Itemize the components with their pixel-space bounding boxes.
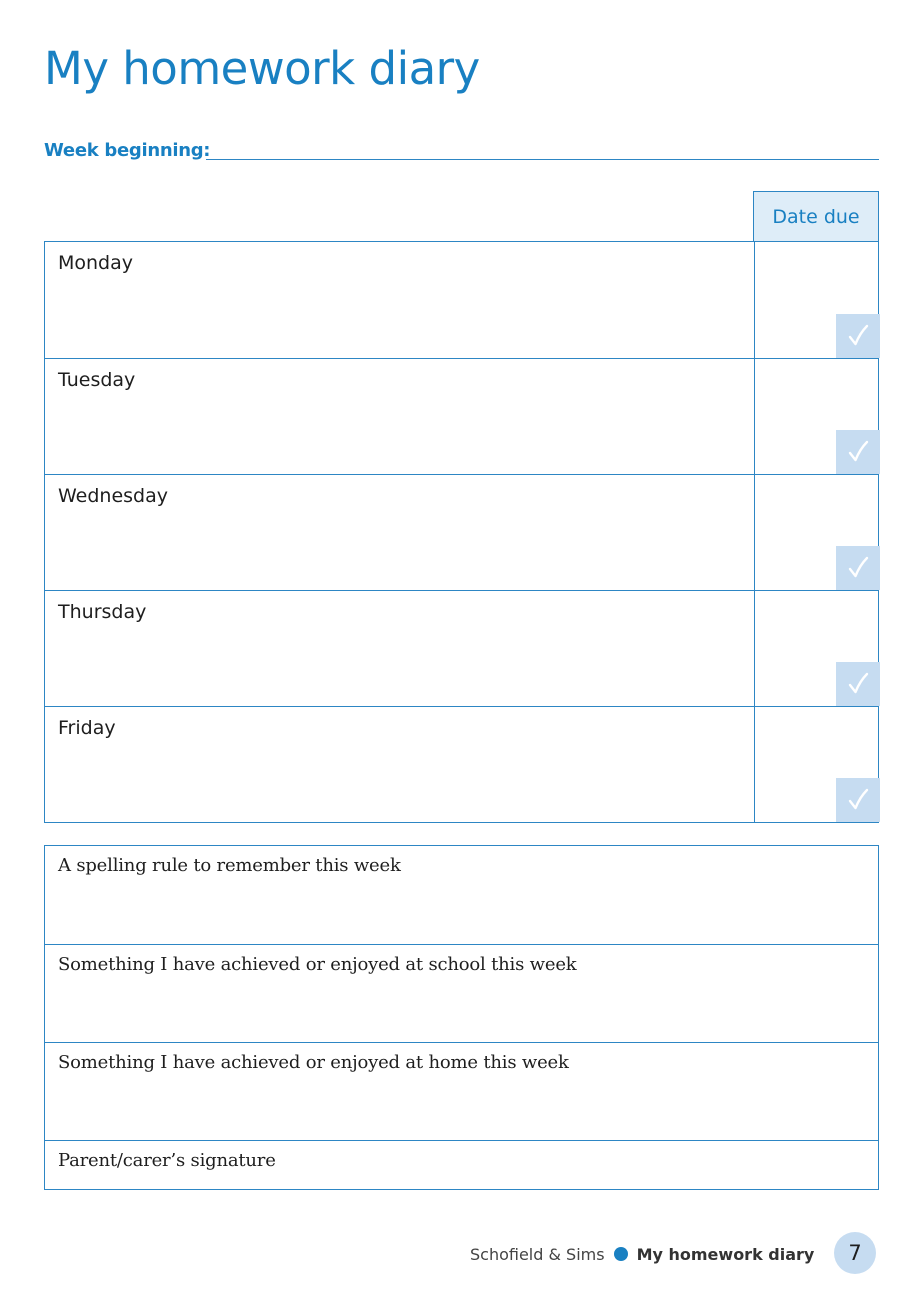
note-label: Parent/carer’s signature bbox=[58, 1150, 276, 1171]
note-row[interactable] bbox=[45, 846, 878, 944]
completed-checkbox[interactable] bbox=[836, 430, 880, 474]
day-label: Thursday bbox=[58, 601, 147, 623]
tick-icon bbox=[845, 671, 871, 697]
day-label: Monday bbox=[58, 252, 134, 274]
day-row bbox=[45, 474, 878, 590]
tick-icon bbox=[845, 323, 871, 349]
day-row bbox=[45, 242, 878, 358]
footer-publisher: Schofield & Sims bbox=[470, 1244, 605, 1264]
date-due-cell[interactable] bbox=[754, 359, 880, 474]
homework-days-table bbox=[44, 191, 879, 821]
page-title: My homework diary bbox=[44, 42, 480, 95]
completed-checkbox[interactable] bbox=[836, 778, 880, 822]
tick-icon bbox=[845, 555, 871, 581]
day-row bbox=[45, 590, 878, 706]
day-row bbox=[45, 706, 878, 822]
note-row[interactable] bbox=[45, 944, 878, 1042]
footer bbox=[470, 1243, 814, 1265]
days-list bbox=[44, 241, 879, 823]
day-label: Friday bbox=[58, 717, 116, 739]
page-number: 7 bbox=[834, 1232, 876, 1274]
bullet-dot-icon bbox=[614, 1247, 628, 1261]
date-due-header: Date due bbox=[753, 191, 879, 242]
week-beginning-field[interactable] bbox=[206, 159, 879, 160]
weekly-notes-table bbox=[44, 845, 879, 1190]
date-due-cell[interactable] bbox=[754, 591, 880, 706]
date-due-cell[interactable] bbox=[754, 242, 880, 358]
note-label: Something I have achieved or enjoyed at school this week bbox=[58, 954, 577, 975]
note-label: A spelling rule to remember this week bbox=[58, 855, 401, 876]
tick-icon bbox=[845, 439, 871, 465]
note-row[interactable] bbox=[45, 1140, 878, 1189]
week-beginning-label: Week beginning: bbox=[44, 140, 211, 161]
footer-book-title: My homework diary bbox=[636, 1244, 815, 1264]
completed-checkbox[interactable] bbox=[836, 546, 880, 590]
date-due-cell[interactable] bbox=[754, 475, 880, 590]
week-beginning-row bbox=[44, 140, 879, 164]
note-row[interactable] bbox=[45, 1042, 878, 1140]
completed-checkbox[interactable] bbox=[836, 662, 880, 706]
completed-checkbox[interactable] bbox=[836, 314, 880, 358]
note-label: Something I have achieved or enjoyed at home this week bbox=[58, 1052, 569, 1073]
day-label: Wednesday bbox=[58, 485, 169, 507]
day-row bbox=[45, 358, 878, 474]
day-label: Tuesday bbox=[58, 369, 136, 391]
tick-icon bbox=[845, 787, 871, 813]
date-due-cell[interactable] bbox=[754, 707, 880, 822]
